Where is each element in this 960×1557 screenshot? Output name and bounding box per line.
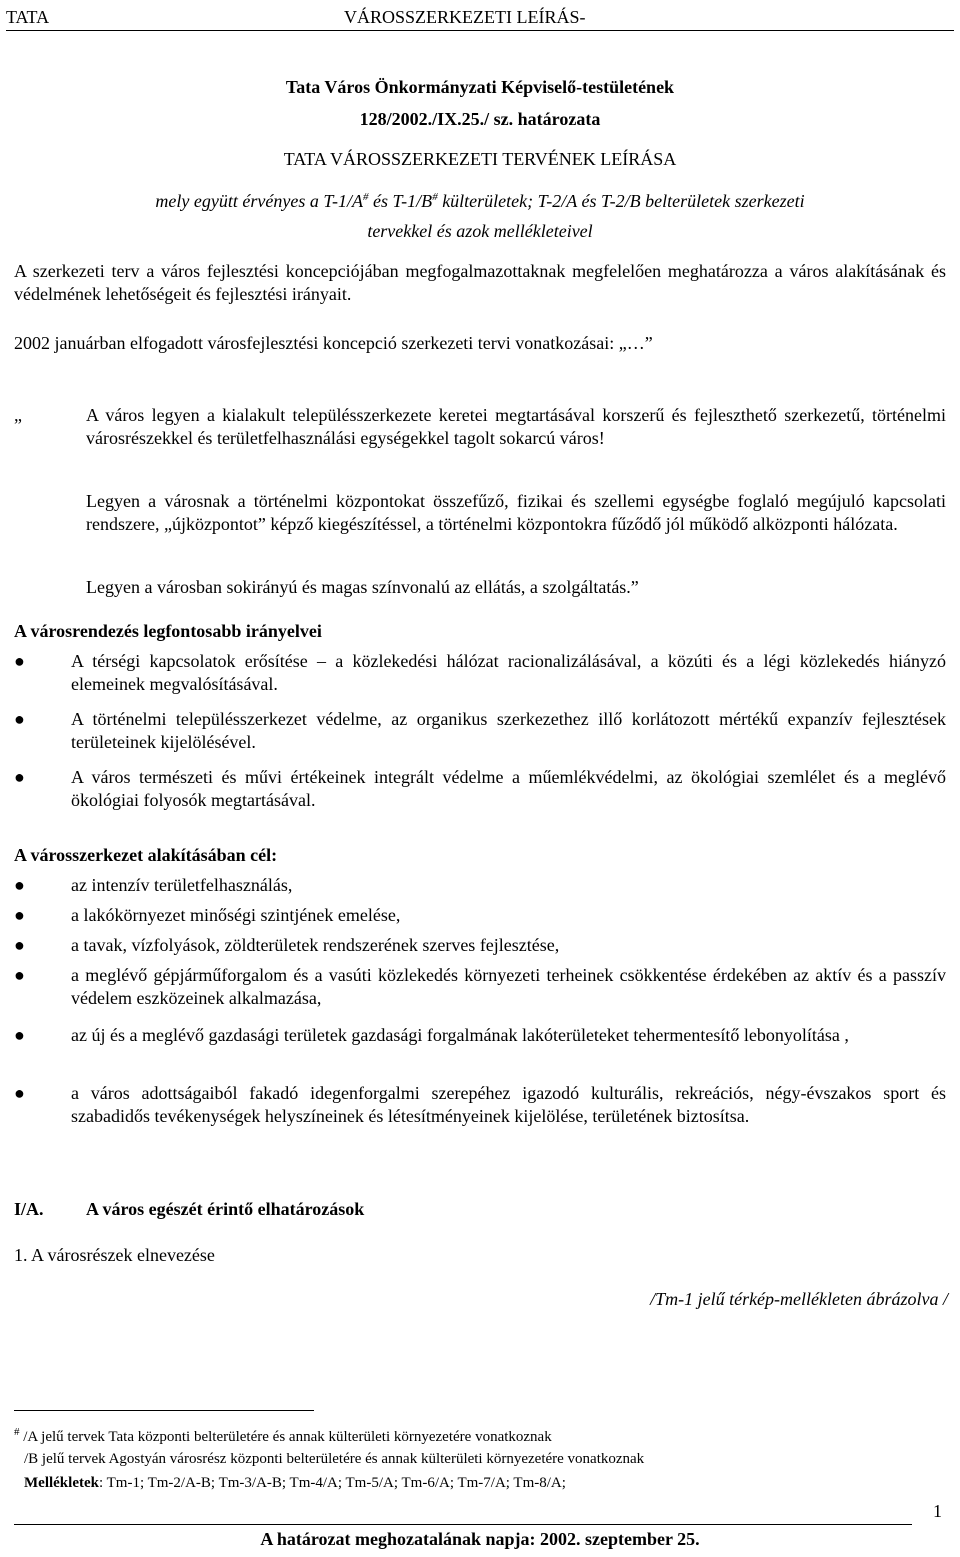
footnote-line-3: Mellékletek: Tm-1; Tm-2/A-B; Tm-3/A-B; Tm-4/A; Tm-5/A; Tm-6/A; Tm-7/A; Tm-8/A; (24, 1475, 566, 1491)
section-heading-decisions: A város egészét érintő elhatározások (86, 1199, 365, 1219)
bullet-icon: ● (14, 1025, 25, 1045)
goal-item: az intenzív területfelhasználás, (71, 875, 293, 895)
goal-item: a meglévő gépjárműforgalom és a vasúti közlekedés környezeti terheinek csökkentése érdekében az aktív és a passzív védelem eszközeinek alkalmazása, (71, 965, 946, 1009)
footer-title: A határozat meghozatalának napja: 2002. szeptember 25. (260, 1529, 700, 1549)
section-heading-guidelines: A városrendezés legfontosabb irányelvei (14, 621, 322, 641)
bullet-icon: ● (14, 935, 25, 955)
goal-item: a város adottságaiból fakadó idegenforgalmi szerepéhez igazodó kulturális, rekreációs, négy-évszakos sport és szabadidős tevékenységek helyszíneinek és létesítményeinek kijelölése, területének biztosítsa. (71, 1083, 946, 1127)
goal-item: a tavak, vízfolyások, zöldterületek rendszerének szerves fejlesztése, (71, 935, 560, 955)
bullet-icon: ● (14, 1083, 25, 1103)
quote-mark: „ (14, 405, 22, 425)
title-line2: 128/2002./IX.25./ sz. határozata (359, 109, 601, 129)
goal-item: az új és a meglévő gazdasági területek gazdasági forgalmának lakóterületeket tehermentesítő lebonyolítása , (71, 1025, 849, 1045)
quote-paragraph-3: Legyen a városban sokirányú és magas színvonalú az ellátás, a szolgáltatás.” (86, 577, 639, 597)
page-number: 1 (933, 1501, 942, 1521)
bullet-icon: ● (14, 965, 25, 985)
bullet-icon: ● (14, 905, 25, 925)
footnote-line-1: # /A jelű tervek Tata központi belterületére és annak külterületi környezetére vonatkoznak (14, 1426, 552, 1445)
footnote-line-2: /B jelű tervek Agostyán városrész központi belterületére és annak külterületi környezetére vonatkoznak (24, 1451, 645, 1467)
intro-paragraph-1: A szerkezeti terv a város fejlesztési koncepciójában megfogalmazottaknak megfelelően meghatározza a város alakításának és védelmének lehetőségeit és fejlesztési irányait. (14, 261, 946, 305)
header-right: VÁROSSZERKEZETI LEÍRÁS- (344, 7, 586, 27)
bullet-icon: ● (14, 709, 25, 729)
header-rule (6, 30, 954, 31)
guideline-item: A város természeti és művi értékeinek integrált védelme a műemlékvédelmi, az ökológiai szemlélet és a meglévő ökológiai folyosók megtartásával. (71, 767, 946, 811)
bullet-icon: ● (14, 651, 25, 671)
goal-item: a lakókörnyezet minőségi szintjének emelése, (71, 905, 401, 925)
guideline-item: A térségi kapcsolatok erősítése – a közlekedési hálózat racionalizálásával, a közúti és a légi közlekedés hiányzó elemeinek megvalósításával. (71, 651, 946, 695)
subtitle-line1: mely együtt érvényes a T-1/A# és T-1/B# külterületek; T-2/A és T-2/B belterületek szerkezeti (155, 191, 805, 211)
section-heading-goals: A városszerkezet alakításában cél: (14, 845, 278, 865)
footer-rule (14, 1524, 912, 1525)
intro-paragraph-2: 2002 januárban elfogadott városfejlesztési koncepció szerkezeti tervi vonatkozásai: „…” (14, 333, 653, 353)
subsection-heading: 1. A városrészek elnevezése (14, 1245, 215, 1265)
quote-paragraph-1: A város legyen a kialakult településszerkezete keretei megtartásával korszerű és fejleszthető szerkezetű, történelmi városrészekkel és területfelhasználási egységekkel tagolt sokarcú város! (86, 405, 946, 449)
section-number: I/A. (14, 1199, 44, 1219)
title-line1: Tata Város Önkormányzati Képviselő-testületének (285, 77, 675, 97)
subtitle-line2: tervekkel és azok mellékleteivel (367, 221, 593, 241)
footnote-rule (14, 1410, 314, 1411)
header-left: TATA (6, 7, 50, 27)
bullet-icon: ● (14, 875, 25, 895)
map-reference-note: /Tm-1 jelű térkép-mellékleten ábrázolva / (650, 1289, 948, 1309)
title-line3: TATA VÁROSSZERKEZETI TERVÉNEK LEÍRÁSA (283, 149, 677, 169)
guideline-item: A történelmi településszerkezet védelme, az organikus szerkezethez illő korlátozott mértékű expanzív fejlesztések területeinek kijelölésével. (71, 709, 946, 753)
quote-paragraph-2: Legyen a városnak a történelmi központokat összefűző, fizikai és szellemi egységbe foglaló megújuló kapcsolati rendszere, „újközpontot” képző kiegészítéssel, a történelmi központokra fűződő jól működő alközponti hálózata. (86, 491, 946, 535)
bullet-icon: ● (14, 767, 25, 787)
